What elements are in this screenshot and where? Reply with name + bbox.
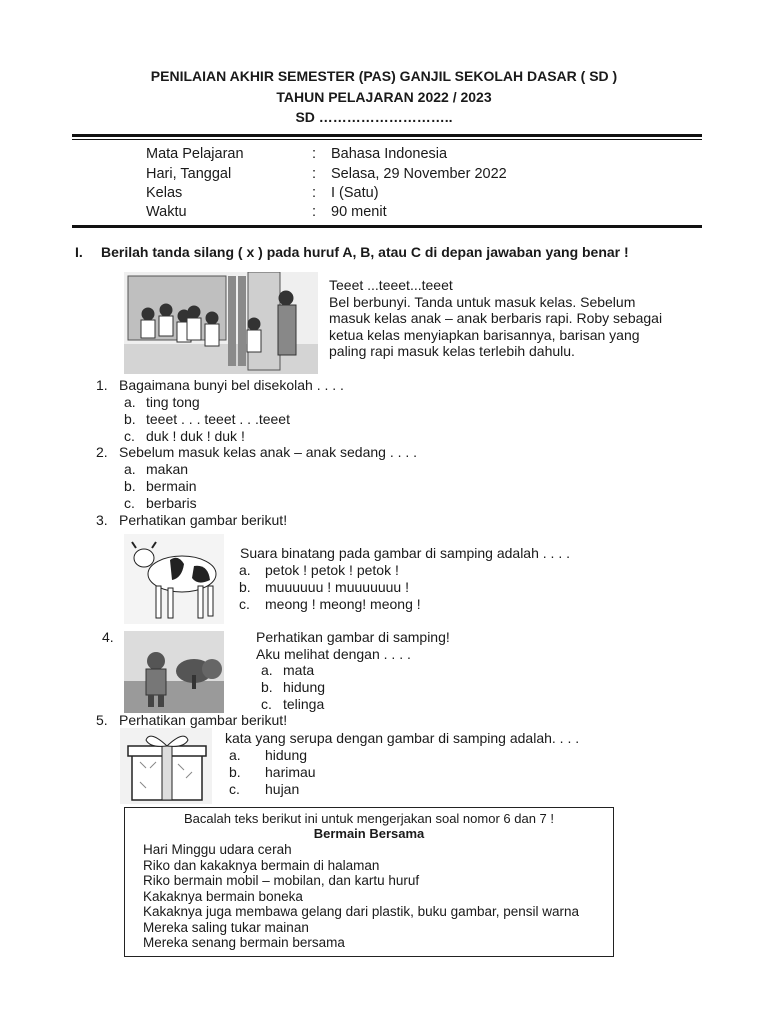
question-prompt: Suara binatang pada gambar di samping adalah . . . . bbox=[240, 545, 570, 561]
question-number: 4. bbox=[102, 629, 114, 645]
option-letter: c. bbox=[124, 428, 135, 444]
option-text: teeet . . . teeet . . .teeet bbox=[146, 411, 290, 427]
story-line: Riko dan kakaknya bermain di halaman bbox=[143, 858, 380, 873]
question-text: Perhatikan gambar di samping! bbox=[256, 629, 450, 645]
exam-title: PENILAIAN AKHIR SEMESTER (PAS) GANJIL SEKOLAH DASAR ( SD ) bbox=[150, 68, 618, 84]
option-text: telinga bbox=[283, 696, 325, 712]
option-letter: a. bbox=[124, 394, 136, 410]
story-line: Kakaknya bermain boneka bbox=[143, 889, 303, 904]
question-text: Perhatikan gambar berikut! bbox=[119, 512, 288, 528]
option-text: hujan bbox=[265, 781, 300, 797]
option-text: meong ! meong! meong ! bbox=[265, 596, 421, 612]
option-letter: b. bbox=[124, 478, 136, 494]
school-name: SD ……………………….. bbox=[295, 109, 453, 125]
option-text: muuuuuu ! muuuuuuu ! bbox=[265, 579, 409, 595]
info-sep: : bbox=[312, 204, 317, 220]
story-line: Kakaknya juga membawa gelang dari plastik, buku gambar, pensil warna bbox=[143, 904, 580, 919]
option-text: makan bbox=[146, 461, 189, 477]
option-letter: c. bbox=[261, 696, 272, 712]
info-value-date: Selasa, 29 November 2022 bbox=[331, 166, 507, 182]
option-letter: a. bbox=[124, 461, 136, 477]
reading-line: masuk kelas anak – anak berbaris rapi. Roby sebagai bbox=[329, 310, 663, 326]
reading-line: Bel berbunyi. Tanda untuk masuk kelas. Sebelum bbox=[329, 294, 636, 310]
story-line: Mereka saling tukar mainan bbox=[143, 920, 309, 935]
section-number: I. bbox=[75, 244, 83, 260]
story-title: Bermain Bersama bbox=[313, 826, 425, 841]
info-value-time: 90 menit bbox=[331, 204, 387, 220]
option-letter: a. bbox=[239, 562, 251, 578]
option-letter: b. bbox=[239, 579, 251, 595]
header-divider-thin bbox=[72, 139, 702, 140]
info-label-time: Waktu bbox=[146, 204, 187, 220]
info-label-class: Kelas bbox=[146, 185, 183, 201]
children-lining-up-illustration bbox=[124, 272, 318, 374]
option-text: mata bbox=[283, 662, 315, 678]
school-year: TAHUN PELAJARAN 2022 / 2023 bbox=[276, 89, 492, 105]
info-sep: : bbox=[312, 166, 317, 182]
info-value-subject: Bahasa Indonesia bbox=[331, 146, 448, 162]
option-text: hidung bbox=[265, 747, 308, 763]
question-text: Bagaimana bunyi bel disekolah . . . . bbox=[119, 377, 344, 393]
option-text: ting tong bbox=[146, 394, 200, 410]
info-divider bbox=[72, 225, 702, 228]
gift-box-illustration bbox=[120, 728, 212, 804]
info-value-class: I (Satu) bbox=[331, 185, 379, 201]
question-prompt: kata yang serupa dengan gambar di samping adalah. . . . bbox=[225, 730, 580, 746]
child-looking-at-trees-illustration bbox=[124, 631, 224, 713]
question-number: 5. bbox=[96, 712, 108, 728]
info-sep: : bbox=[312, 146, 317, 162]
option-letter: a. bbox=[261, 662, 273, 678]
story-intro: Bacalah teks berikut ini untuk mengerjakan soal nomor 6 dan 7 ! bbox=[184, 811, 554, 826]
story-line: Hari Minggu udara cerah bbox=[143, 842, 292, 857]
question-number: 1. bbox=[96, 377, 108, 393]
story-box bbox=[124, 807, 614, 957]
reading-line: paling rapi masuk kelas terlebih dahulu. bbox=[329, 343, 575, 359]
reading-line: Teeet ...teeet...teeet bbox=[329, 277, 453, 293]
question-number: 3. bbox=[96, 512, 108, 528]
header-divider bbox=[72, 134, 702, 137]
option-letter: c. bbox=[239, 596, 250, 612]
question-prompt: Aku melihat dengan . . . . bbox=[256, 646, 411, 662]
option-text: harimau bbox=[265, 764, 316, 780]
section-instruction: Berilah tanda silang ( x ) pada huruf A, B, atau C di depan jawaban yang benar ! bbox=[101, 244, 629, 260]
option-letter: b. bbox=[229, 764, 241, 780]
info-label-date: Hari, Tanggal bbox=[146, 166, 232, 182]
reading-line: ketua kelas menyiapkan barisannya, barisan yang bbox=[329, 327, 640, 343]
option-letter: c. bbox=[124, 495, 135, 511]
info-sep: : bbox=[312, 185, 317, 201]
option-text: hidung bbox=[283, 679, 326, 695]
info-label-subject: Mata Pelajaran bbox=[146, 146, 244, 162]
option-text: petok ! petok ! petok ! bbox=[265, 562, 399, 578]
story-line: Riko bermain mobil – mobilan, dan kartu huruf bbox=[143, 873, 420, 888]
option-text: berbaris bbox=[146, 495, 197, 511]
option-letter: b. bbox=[124, 411, 136, 427]
cow-illustration bbox=[124, 534, 224, 624]
option-letter: b. bbox=[261, 679, 273, 695]
story-line: Mereka senang bermain bersama bbox=[143, 935, 345, 950]
option-letter: c. bbox=[229, 781, 240, 797]
question-number: 2. bbox=[96, 444, 108, 460]
option-letter: a. bbox=[229, 747, 241, 763]
option-text: bermain bbox=[146, 478, 197, 494]
question-text: Perhatikan gambar berikut! bbox=[119, 712, 288, 728]
question-text: Sebelum masuk kelas anak – anak sedang . . . . bbox=[119, 444, 418, 460]
option-text: duk ! duk ! duk ! bbox=[146, 428, 245, 444]
